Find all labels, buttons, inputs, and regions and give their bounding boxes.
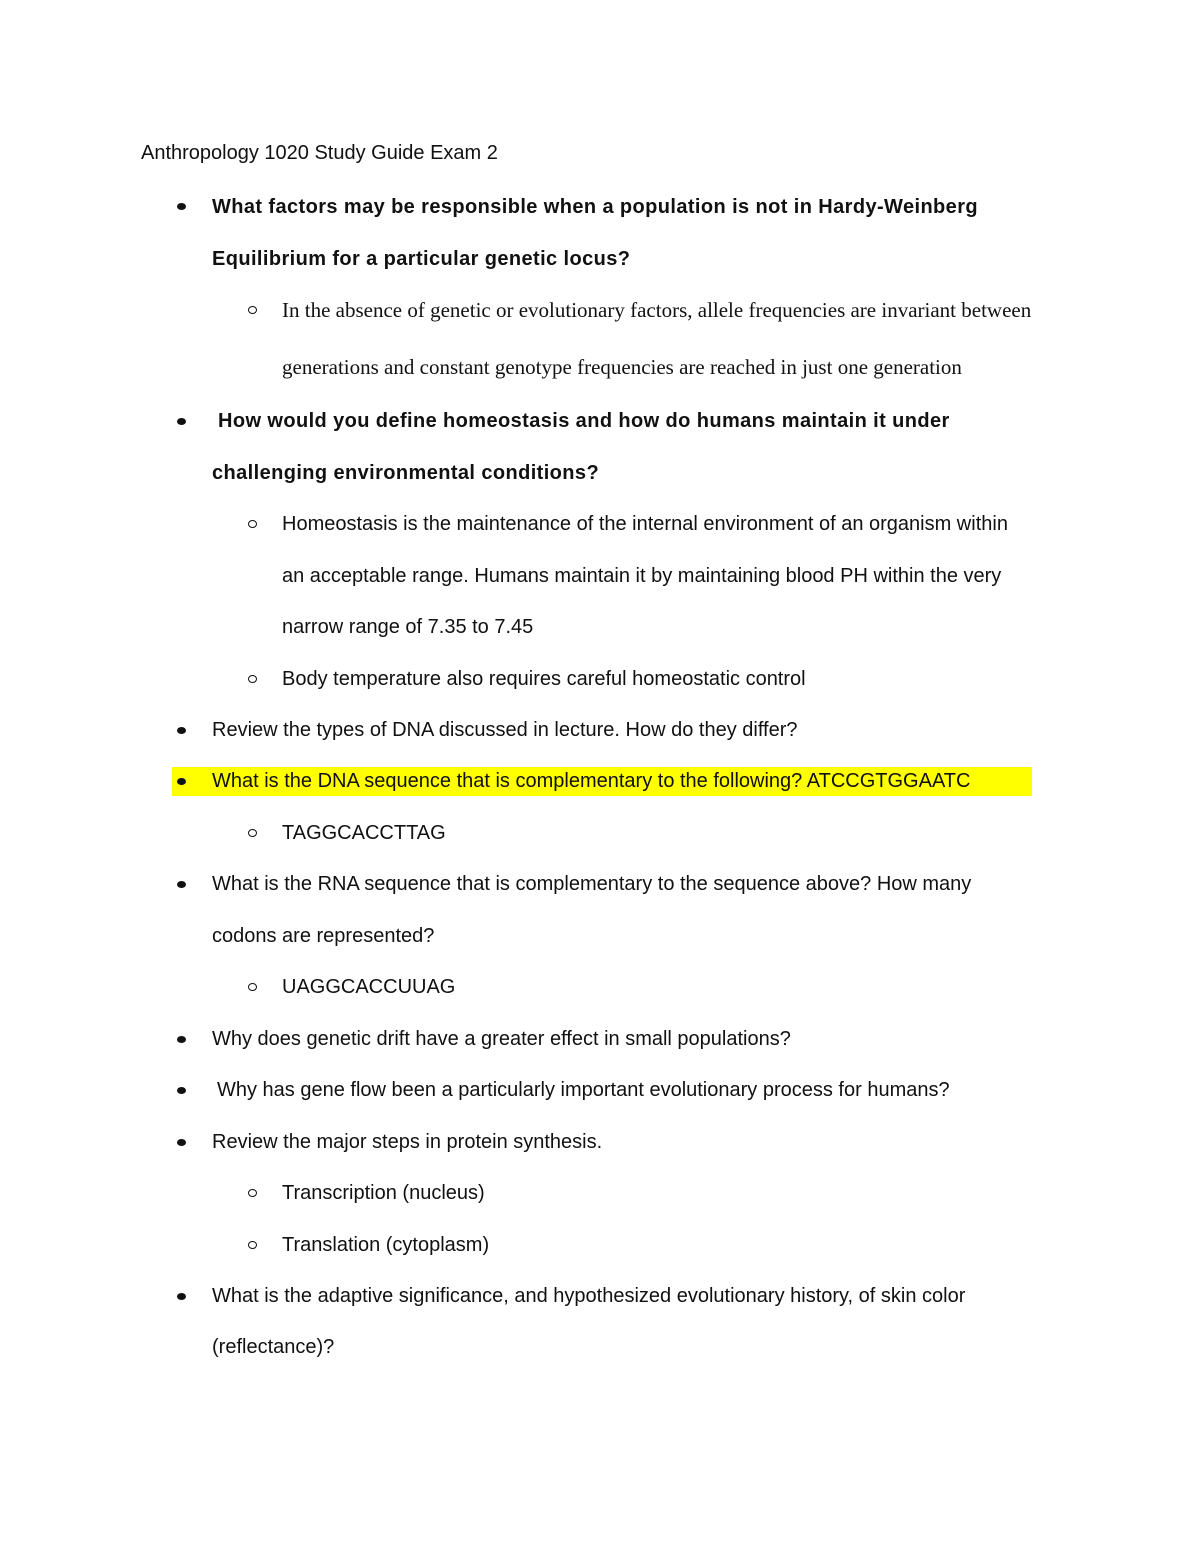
question-2-line-1: How would you define homeostasis and how do humans maintain it under [218,410,950,432]
question-2-line-2: challenging environmental conditions? [212,462,600,484]
sub-bullet-icon [248,520,257,528]
question-7: Why has gene flow been a particularly important evolutionary process for humans? [217,1079,950,1101]
bullet-icon [177,1139,186,1146]
question-5-line-1: What is the RNA sequence that is complementary to the sequence above? How many [212,873,972,895]
bullet-icon [177,1087,186,1094]
sub-bullet-icon [248,675,257,683]
question-8: Review the major steps in protein synthesis. [212,1131,603,1153]
answer-5: UAGGCACCUUAG [282,976,456,998]
bullet-icon [177,778,186,785]
bullet-icon [177,203,186,210]
answer-2-line-2: an acceptable range. Humans maintain it by maintaining blood PH within the very [282,565,1002,587]
sub-bullet-icon [248,983,257,991]
sub-bullet-icon [248,1241,257,1249]
answer-8a: Transcription (nucleus) [282,1182,485,1204]
answer-1-line-1: In the absence of genetic or evolutionary factors, allele frequencies are invariant between [282,298,1032,322]
answer-8b: Translation (cytoplasm) [282,1234,490,1256]
answer-4: TAGGCACCTTAG [282,822,446,844]
answer-1-line-2: generations and constant genotype frequencies are reached in just one generation [282,355,962,379]
bullet-icon [177,418,186,425]
document-title: Anthropology 1020 Study Guide Exam 2 [141,142,498,164]
question-1-line-1: What factors may be responsible when a population is not in Hardy-Weinberg [212,196,978,218]
bullet-icon [177,1036,186,1043]
answer-2-line-1: Homeostasis is the maintenance of the internal environment of an organism within [282,513,1008,535]
bullet-icon [177,1293,186,1300]
question-5-line-2: codons are represented? [212,925,435,947]
question-9-line-2: (reflectance)? [212,1336,335,1358]
answer-2b: Body temperature also requires careful homeostatic control [282,668,806,690]
question-6: Why does genetic drift have a greater effect in small populations? [212,1028,791,1050]
question-3: Review the types of DNA discussed in lecture. How do they differ? [212,719,798,741]
sub-bullet-icon [248,306,257,314]
answer-2-line-3: narrow range of 7.35 to 7.45 [282,616,534,638]
bullet-icon [177,727,186,734]
question-9-line-1: What is the adaptive significance, and hypothesized evolutionary history, of skin color [212,1285,966,1307]
sub-bullet-icon [248,1189,257,1197]
sub-bullet-icon [248,829,257,837]
bullet-icon [177,881,186,888]
question-1-line-2: Equilibrium for a particular genetic locus? [212,248,631,270]
question-4: What is the DNA sequence that is complementary to the following? ATCCGTGGAATC [212,770,971,792]
